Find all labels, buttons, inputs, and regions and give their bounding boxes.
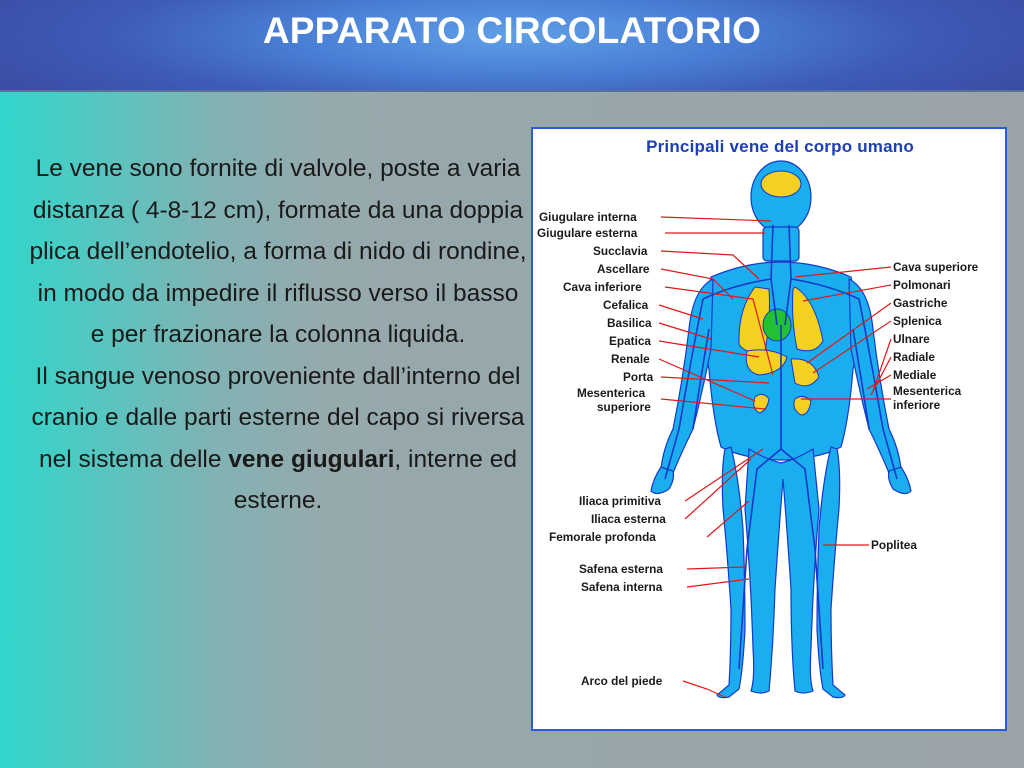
figure-title: Principali vene del corpo umano: [646, 137, 914, 156]
label-epatica: Epatica: [609, 334, 651, 348]
veins-figure: [531, 127, 1007, 731]
label-safena-interna: Safena interna: [581, 580, 663, 594]
label-iliaca-primitiva: Iliaca primitiva: [579, 494, 661, 508]
label-ascellare: Ascellare: [597, 262, 650, 276]
label-radiale: Radiale: [893, 350, 935, 364]
label-iliaca-esterna: Iliaca esterna: [591, 512, 666, 526]
label-cava-inferiore: Cava inferiore: [563, 280, 642, 294]
paragraph-2-bold: vene giugulari: [228, 445, 395, 473]
label-mesenterica-inf-2: inferiore: [893, 398, 941, 412]
right-labels: [871, 260, 979, 552]
label-ulnare: Ulnare: [893, 332, 930, 346]
body-text: [28, 148, 528, 522]
label-polmonari: Polmonari: [893, 278, 951, 292]
label-safena-esterna: Safena esterna: [579, 562, 663, 576]
label-renale: Renale: [611, 352, 650, 366]
label-cava-superiore: Cava superiore: [893, 260, 979, 274]
label-mesenterica-sup-1: Mesenterica: [577, 386, 646, 400]
label-basilica: Basilica: [607, 316, 652, 330]
label-gastriche: Gastriche: [893, 296, 948, 310]
paragraph-2-start: Il sangue venoso proveniente dall’interno del cranio e dalle parti esterne del capo si riversa nel sistema delle: [31, 362, 525, 473]
paragraph-2-end: , interne ed esterne.: [233, 445, 517, 514]
brain: [761, 171, 801, 197]
label-porta: Porta: [623, 370, 654, 384]
label-poplitea: Poplitea: [871, 538, 917, 552]
label-mesenterica-inf-1: Mesenterica: [893, 384, 962, 398]
label-splenica: Splenica: [893, 314, 942, 328]
label-mediale: Mediale: [893, 368, 937, 382]
label-succlavia: Succlavia: [593, 244, 648, 258]
left-labels: [537, 210, 666, 688]
label-giugulare-interna: Giugulare interna: [539, 210, 637, 224]
body-illustration: [533, 129, 1005, 729]
title-bar: [0, 0, 1024, 92]
label-femorale-profonda: Femorale profonda: [549, 530, 656, 544]
label-mesenterica-sup-2: superiore: [597, 400, 651, 414]
label-cefalica: Cefalica: [603, 298, 649, 312]
label-arco-del-piede: Arco del piede: [581, 674, 663, 688]
label-giugulare-esterna: Giugulare esterna: [537, 226, 638, 240]
slide-title: APPARATO CIRCOLATORIO: [262, 10, 762, 51]
paragraph-1: Le vene sono fornite di valvole, poste a varia distanza ( 4-8-12 cm), formate da una doppia plica dell’endotelio, a forma di nido di rondine, in modo da impedire il riflusso verso il basso e per frazionare la colonna liquida.: [29, 155, 527, 348]
